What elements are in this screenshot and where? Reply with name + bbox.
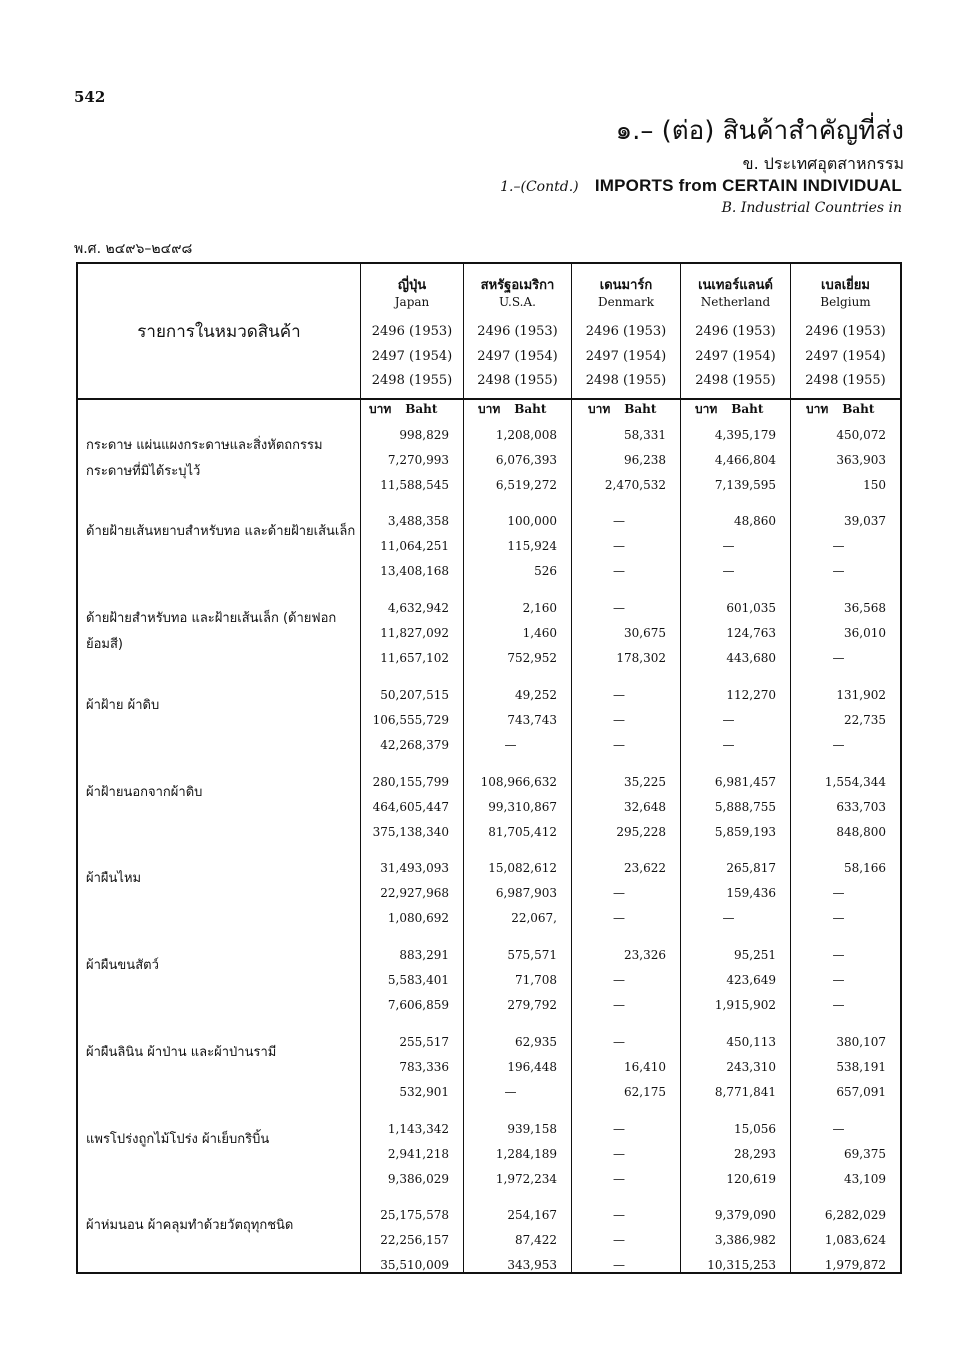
table-cell: — xyxy=(722,539,735,553)
table-cell: 35,510,009 xyxy=(380,1258,449,1272)
table-cell: 62,175 xyxy=(624,1085,666,1099)
table-cell: — xyxy=(504,738,517,752)
table-cell: 99,310,867 xyxy=(488,800,557,814)
table-cell: 5,583,401 xyxy=(387,973,449,987)
country-header-usa xyxy=(464,278,571,310)
table-cell: 23,622 xyxy=(624,861,666,875)
table-cell: 28,293 xyxy=(734,1147,776,1161)
table-cell: — xyxy=(613,1208,625,1222)
table-cell: — xyxy=(613,973,625,987)
table-cell: 998,829 xyxy=(399,428,449,442)
category-label: ผ้าฝ้าย ผ้าดิบ xyxy=(86,698,160,713)
unit-label: บาท Baht xyxy=(806,402,875,416)
unit-label: บาท Baht xyxy=(478,402,547,416)
table-cell: 1,284,189 xyxy=(495,1147,557,1161)
table-cell: 883,291 xyxy=(399,948,449,962)
table-cell: 120,619 xyxy=(726,1172,776,1186)
table-cell: 532,901 xyxy=(399,1085,449,1099)
table-cell: 6,076,393 xyxy=(495,453,557,467)
year-label: 2497 (1954) xyxy=(371,349,453,364)
table-cell: 1,972,234 xyxy=(495,1172,557,1186)
table-cell: — xyxy=(832,886,845,900)
year-label: 2498 (1955) xyxy=(695,373,776,388)
table-cell: 657,091 xyxy=(836,1085,886,1099)
table-cell: — xyxy=(613,1172,625,1186)
table-cell: — xyxy=(613,601,625,615)
table-cell: — xyxy=(722,564,735,578)
table-cell: 30,675 xyxy=(624,626,666,640)
table-cell: 575,571 xyxy=(507,948,557,962)
table-cell: 423,649 xyxy=(726,973,776,987)
table-cell: — xyxy=(832,973,845,987)
year-label: 2497 (1954) xyxy=(805,349,886,364)
table-cell: 4,466,804 xyxy=(714,453,776,467)
table-cell: 69,375 xyxy=(844,1147,886,1161)
table-cell: 1,979,872 xyxy=(824,1258,886,1272)
table-cell: 16,410 xyxy=(624,1060,666,1074)
table-cell: 11,064,251 xyxy=(380,539,449,553)
table-cell: 7,270,993 xyxy=(387,453,449,467)
title-english xyxy=(500,176,902,196)
table-cell: — xyxy=(832,651,845,665)
category-label: ด้ายฝ้ายเส้นหยาบสำหรับทอ และด้ายฝ้ายเส้นเล็ก xyxy=(86,524,356,539)
table-cell: 1,083,624 xyxy=(824,1233,886,1247)
table-cell: 22,256,157 xyxy=(380,1233,449,1247)
table-cell: — xyxy=(613,911,625,925)
table-cell: — xyxy=(613,738,625,752)
country-thai: สหรัฐอเมริกา xyxy=(480,278,555,293)
table-cell: 87,422 xyxy=(515,1233,557,1247)
table-cell: — xyxy=(722,911,735,925)
table-cell: — xyxy=(613,1233,625,1247)
year-label: 2497 (1954) xyxy=(477,349,558,364)
category-label: ผ้าผืนขนสัตว์ xyxy=(86,958,159,973)
country-english: U.S.A. xyxy=(499,295,536,309)
year-label: 2497 (1954) xyxy=(695,349,776,364)
table-cell: — xyxy=(613,688,625,702)
table-cell: — xyxy=(832,998,845,1012)
table-cell: 39,037 xyxy=(844,514,886,528)
table-cell: 58,331 xyxy=(624,428,666,442)
table-cell: 131,902 xyxy=(836,688,886,702)
table-cell: — xyxy=(832,738,845,752)
country-header-belgium xyxy=(791,278,900,310)
table-cell: 6,519,272 xyxy=(495,478,557,492)
table-cell: 25,175,578 xyxy=(380,1208,449,1222)
table-cell: 380,107 xyxy=(836,1035,886,1049)
table-cell: — xyxy=(832,564,845,578)
country-header-japan xyxy=(361,278,463,310)
table-cell: 4,395,179 xyxy=(714,428,776,442)
table-cell: — xyxy=(722,713,735,727)
table-cell: 939,158 xyxy=(507,1122,557,1136)
category-label: ผ้าห่มนอน ผ้าคลุมทำด้วยวัตถุทุกชนิด xyxy=(86,1218,294,1233)
year-label: 2498 (1955) xyxy=(477,373,558,388)
subtitle-thai: ข. ประเทศอุตสาหกรรม xyxy=(742,154,904,173)
table-cell: 3,488,358 xyxy=(387,514,449,528)
year-label: 2498 (1955) xyxy=(585,373,667,388)
table-cell: 1,460 xyxy=(522,626,557,640)
table-cell: 58,166 xyxy=(844,861,886,875)
table-cell: 11,657,102 xyxy=(380,651,449,665)
table-cell: 108,966,632 xyxy=(480,775,557,789)
table-cell: — xyxy=(613,539,625,553)
year-label: 2497 (1954) xyxy=(585,349,667,364)
table-cell: 11,588,545 xyxy=(380,478,449,492)
table-cell: 6,282,029 xyxy=(824,1208,886,1222)
country-thai: เนเทอร์แลนด์ xyxy=(698,278,773,293)
table-cell: 22,067, xyxy=(511,911,557,925)
table-cell: 464,605,447 xyxy=(372,800,449,814)
table-cell: 48,860 xyxy=(734,514,776,528)
unit-label: บาท Baht xyxy=(695,402,764,416)
table-cell: — xyxy=(613,998,625,1012)
table-cell: 450,072 xyxy=(836,428,886,442)
table-cell: 13,408,168 xyxy=(380,564,449,578)
table-cell: 7,139,595 xyxy=(714,478,776,492)
country-thai: เดนมาร์ก xyxy=(599,278,653,293)
table-cell: — xyxy=(504,1085,517,1099)
year-label: 2496 (1953) xyxy=(695,324,776,339)
table-cell: 22,927,968 xyxy=(380,886,449,900)
table-cell: — xyxy=(613,564,625,578)
table-cell: 6,981,457 xyxy=(714,775,776,789)
table-cell: 1,915,902 xyxy=(714,998,776,1012)
table-cell: 9,379,090 xyxy=(714,1208,776,1222)
table-cell: 15,056 xyxy=(734,1122,776,1136)
table-cell: — xyxy=(613,1122,625,1136)
table-cell: 81,705,412 xyxy=(488,825,557,839)
table-cell: 15,082,612 xyxy=(488,861,557,875)
table-cell: 7,606,859 xyxy=(387,998,449,1012)
table-cell: 4,632,942 xyxy=(387,601,449,615)
year-label: 2496 (1953) xyxy=(371,324,453,339)
table-cell: — xyxy=(613,1035,625,1049)
table-cell: 538,191 xyxy=(836,1060,886,1074)
table-cell: 5,888,755 xyxy=(714,800,776,814)
unit-label: บาท Baht xyxy=(369,402,438,416)
country-english: Belgium xyxy=(820,295,871,309)
table-cell: 254,167 xyxy=(507,1208,557,1222)
table-cell: 124,763 xyxy=(726,626,776,640)
table-cell: 450,113 xyxy=(726,1035,776,1049)
country-thai: เบลเยี่ยม xyxy=(821,278,870,293)
table-cell: 1,080,692 xyxy=(387,911,449,925)
table-cell: 601,035 xyxy=(726,601,776,615)
table-cell: 22,735 xyxy=(844,713,886,727)
table-cell: 23,326 xyxy=(624,948,666,962)
table-cell: 159,436 xyxy=(726,886,776,900)
table-cell: 526 xyxy=(534,564,557,578)
page-number: 542 xyxy=(74,88,106,106)
subtitle-english: B. Industrial Countries in xyxy=(721,200,902,216)
table-cell: 6,987,903 xyxy=(495,886,557,900)
table-cell: 11,827,092 xyxy=(380,626,449,640)
table-cell: — xyxy=(613,713,625,727)
table-cell: 375,138,340 xyxy=(372,825,449,839)
table-cell: — xyxy=(832,1122,845,1136)
title-contd: 1.–(Contd.) xyxy=(500,179,579,195)
table-cell: 42,268,379 xyxy=(380,738,449,752)
table-cell: 265,817 xyxy=(726,861,776,875)
table-cell: 96,238 xyxy=(624,453,666,467)
table-cell: 43,109 xyxy=(844,1172,886,1186)
table-cell: 1,208,008 xyxy=(495,428,557,442)
table-cell: — xyxy=(613,514,625,528)
table-cell: 10,315,253 xyxy=(707,1258,776,1272)
table-cell: — xyxy=(832,911,845,925)
country-english: Japan xyxy=(394,295,430,309)
table-cell: 8,771,841 xyxy=(714,1085,776,1099)
table-cell: 106,555,729 xyxy=(372,713,449,727)
table-cell: 279,792 xyxy=(507,998,557,1012)
category-label: ผ้าผืนลินิน ผ้าป่าน และผ้าป่านรามี xyxy=(86,1045,277,1060)
table-cell: 9,386,029 xyxy=(387,1172,449,1186)
table-cell: 1,554,344 xyxy=(824,775,886,789)
year-label: 2496 (1953) xyxy=(585,324,667,339)
table-cell: — xyxy=(613,1258,625,1272)
table-cell: 112,270 xyxy=(726,688,776,702)
table-cell: 443,680 xyxy=(726,651,776,665)
table-cell: 743,743 xyxy=(507,713,557,727)
country-header-denmark xyxy=(572,278,680,310)
table-cell: 2,941,218 xyxy=(387,1147,449,1161)
table-cell: — xyxy=(832,948,845,962)
table-cell: 71,708 xyxy=(515,973,557,987)
table-cell: — xyxy=(832,539,845,553)
table-cell: — xyxy=(613,1147,625,1161)
table-cell: 3,386,982 xyxy=(714,1233,776,1247)
table-cell: 62,935 xyxy=(515,1035,557,1049)
table-cell: 31,493,093 xyxy=(380,861,449,875)
table-cell: 5,859,193 xyxy=(714,825,776,839)
title-thai: ๑.– (ต่อ) สินค้าสำคัญที่ส่ง xyxy=(615,116,904,146)
category-label: กระดาษ แผ่นแผงกระดาษและสิ่งหัตถกรรมกระดาษที่มิได้ระบุไว้ xyxy=(86,438,323,479)
country-thai: ญี่ปุ่น xyxy=(397,278,427,293)
row-header-label: รายการในหมวดสินค้า xyxy=(137,322,301,342)
table-cell: 243,310 xyxy=(726,1060,776,1074)
category-label: แพรโปร่งถูกไม้โปร่ง ผ้าเย็บกริบิ้น xyxy=(86,1132,270,1147)
table-cell: 2,470,532 xyxy=(604,478,666,492)
category-label: ด้ายฝ้ายสำหรับทอ และฝ้ายเส้นเล็ก (ด้ายฟอกย้อมสี) xyxy=(86,611,337,652)
table-cell: 95,251 xyxy=(734,948,776,962)
table-cell: — xyxy=(722,738,735,752)
table-cell: 196,448 xyxy=(507,1060,557,1074)
table-cell: — xyxy=(613,886,625,900)
table-cell: 32,648 xyxy=(624,800,666,814)
year-label: 2498 (1955) xyxy=(805,373,886,388)
table-cell: 848,800 xyxy=(836,825,886,839)
table-cell: 280,155,799 xyxy=(372,775,449,789)
table-cell: 178,302 xyxy=(616,651,666,665)
table-cell: 2,160 xyxy=(522,601,557,615)
year-label: 2496 (1953) xyxy=(477,324,558,339)
category-label: ผ้าฝ้ายนอกจากผ้าดิบ xyxy=(86,785,203,800)
year-label: 2496 (1953) xyxy=(805,324,886,339)
country-english: Netherland xyxy=(700,295,771,309)
title-main: IMPORTS from CERTAIN INDIVIDUAL xyxy=(594,176,902,195)
year-range: พ.ศ. ๒๔๙๖–๒๔๙๘ xyxy=(74,241,193,257)
table-cell: 115,924 xyxy=(507,539,557,553)
table-cell: 752,952 xyxy=(507,651,557,665)
table-cell: 36,568 xyxy=(844,601,886,615)
table-cell: 50,207,515 xyxy=(380,688,449,702)
country-header-netherland xyxy=(681,278,790,310)
table-cell: 100,000 xyxy=(507,514,557,528)
table-cell: 783,336 xyxy=(399,1060,449,1074)
table-cell: 633,703 xyxy=(836,800,886,814)
country-english: Denmark xyxy=(598,295,654,309)
table-cell: 343,953 xyxy=(507,1258,557,1272)
category-label: ผ้าผืนไหม xyxy=(86,871,142,886)
unit-label: บาท Baht xyxy=(588,402,657,416)
table-cell: 35,225 xyxy=(624,775,666,789)
table-cell: 255,517 xyxy=(399,1035,449,1049)
table-cell: 150 xyxy=(863,478,886,492)
table-cell: 1,143,342 xyxy=(387,1122,449,1136)
table-cell: 36,010 xyxy=(844,626,886,640)
year-label: 2498 (1955) xyxy=(371,373,453,388)
table-cell: 49,252 xyxy=(515,688,557,702)
table-cell: 363,903 xyxy=(836,453,886,467)
table-cell: 295,228 xyxy=(616,825,666,839)
